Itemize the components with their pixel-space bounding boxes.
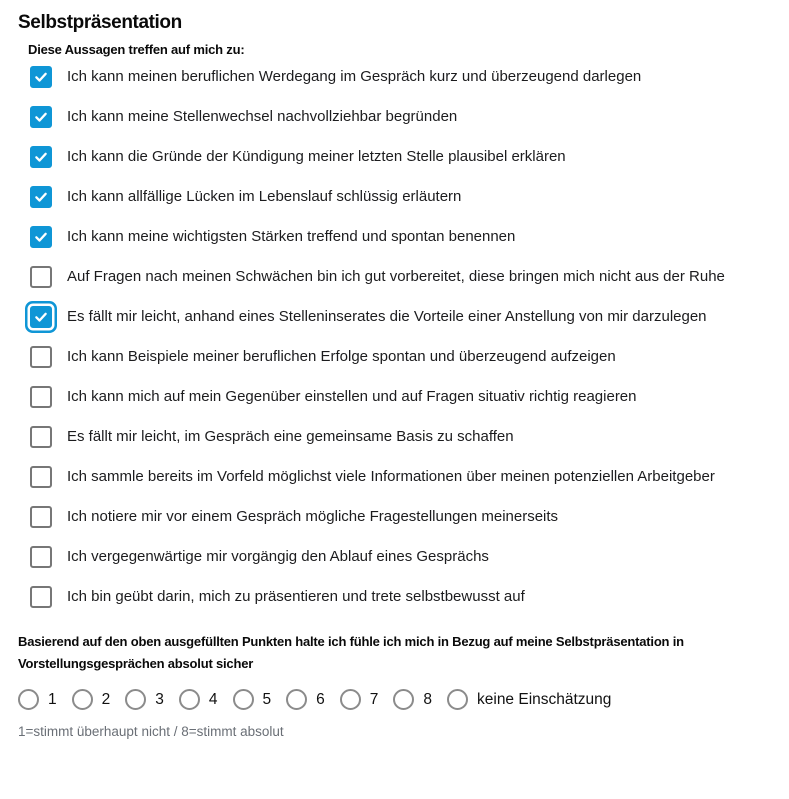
checkbox-item xyxy=(30,545,789,569)
rating-question: Basierend auf den oben ausgefüllten Punkten halte ich fühle ich mich in Bezug auf meine Selbstpräsentation in Vorstellungsgesprächen absolut sicher xyxy=(18,634,684,671)
checkbox-item xyxy=(30,65,789,89)
checkbox-label: Ich notiere mir vor einem Gespräch mögliche Fragestellungen meinerseits xyxy=(67,508,559,525)
radio-button[interactable] xyxy=(18,689,39,710)
checkbox[interactable] xyxy=(30,106,52,128)
radio-button[interactable] xyxy=(393,689,414,710)
checkbox-item xyxy=(30,185,789,209)
radio-button[interactable] xyxy=(447,689,468,710)
radio-label: 8 xyxy=(423,691,432,708)
checkbox-item xyxy=(30,265,789,289)
checkbox-label: Ich sammle bereits im Vorfeld möglichst viele Informationen über meinen potenziellen Arbeitgeber xyxy=(67,468,715,485)
checkbox-label: Es fällt mir leicht, im Gespräch eine gemeinsame Basis zu schaffen xyxy=(67,428,514,445)
checkbox[interactable] xyxy=(30,226,52,248)
checklist-subtitle: Diese Aussagen treffen auf mich zu: xyxy=(28,42,245,57)
radio-option[interactable] xyxy=(233,689,272,710)
rating-legend: 1=stimmt überhaupt nicht / 8=stimmt absolut xyxy=(18,724,284,739)
checkbox-item xyxy=(30,425,789,449)
checkbox-label: Auf Fragen nach meinen Schwächen bin ich gut vorbereitet, diese bringen mich nicht aus der Ruhe xyxy=(67,268,725,285)
radio-label: 1 xyxy=(48,691,57,708)
radio-option[interactable] xyxy=(18,689,57,710)
checkbox-item xyxy=(30,385,789,409)
radio-label: keine Einschätzung xyxy=(477,691,612,708)
checkbox[interactable] xyxy=(30,586,52,608)
checkmark-icon xyxy=(33,149,49,165)
checkbox-item xyxy=(30,505,789,529)
checkbox[interactable] xyxy=(30,146,52,168)
checkbox[interactable] xyxy=(30,466,52,488)
checkbox-item xyxy=(30,225,789,249)
checkmark-icon xyxy=(33,189,49,205)
checkbox[interactable] xyxy=(30,186,52,208)
radio-label: 6 xyxy=(316,691,325,708)
radio-button[interactable] xyxy=(179,689,200,710)
checkbox[interactable] xyxy=(30,346,52,368)
radio-option[interactable] xyxy=(72,689,111,710)
checkbox[interactable] xyxy=(30,306,52,328)
checkmark-icon xyxy=(33,69,49,85)
radio-button[interactable] xyxy=(340,689,361,710)
radio-label: 2 xyxy=(101,691,111,708)
checkbox[interactable] xyxy=(30,386,52,408)
page-title: Selbstpräsentation xyxy=(18,12,182,33)
checkbox-item xyxy=(30,465,789,489)
checkbox[interactable] xyxy=(30,426,52,448)
radio-option[interactable] xyxy=(393,689,432,710)
checkbox[interactable] xyxy=(30,546,52,568)
checkbox-item xyxy=(30,105,789,129)
checkbox[interactable] xyxy=(30,506,52,528)
checkbox-label: Ich kann meinen beruflichen Werdegang im Gespräch kurz und überzeugend darlegen xyxy=(67,68,642,85)
checkmark-icon xyxy=(33,109,49,125)
checkbox-label: Ich kann die Gründe der Kündigung meiner letzten Stelle plausibel erklären xyxy=(67,148,566,165)
checkbox-item xyxy=(30,345,789,369)
radio-option[interactable] xyxy=(447,689,611,710)
checkbox-label: Ich bin geübt darin, mich zu präsentieren und trete selbstbewusst auf xyxy=(67,588,525,605)
radio-label: 4 xyxy=(208,691,218,708)
radio-option[interactable] xyxy=(340,689,379,710)
checkbox-item xyxy=(30,305,789,329)
radio-label: 5 xyxy=(262,691,272,708)
checkbox[interactable] xyxy=(30,266,52,288)
radio-label: 7 xyxy=(369,691,379,708)
checkbox[interactable] xyxy=(30,66,52,88)
radio-option[interactable] xyxy=(179,689,218,710)
checkbox-item xyxy=(30,145,789,169)
radio-button[interactable] xyxy=(72,689,93,710)
checkbox-label: Es fällt mir leicht, anhand eines Stelleninserates die Vorteile einer Anstellung von mir darzulegen xyxy=(67,308,707,325)
checkbox-label: Ich kann meine wichtigsten Stärken treffend und spontan benennen xyxy=(67,228,516,245)
radio-option[interactable] xyxy=(125,689,164,710)
rating-options xyxy=(18,689,789,710)
checkmark-icon xyxy=(33,229,49,245)
radio-button[interactable] xyxy=(286,689,307,710)
radio-option[interactable] xyxy=(286,689,325,710)
checkbox-label: Ich kann allfällige Lücken im Lebenslauf schlüssig erläutern xyxy=(67,188,462,205)
checkbox-label: Ich kann mich auf mein Gegenüber einstellen und auf Fragen situativ richtig reagieren xyxy=(67,388,637,405)
checkbox-label: Ich kann Beispiele meiner beruflichen Erfolge spontan und überzeugend aufzeigen xyxy=(67,348,616,365)
checkbox-item xyxy=(30,585,789,609)
radio-button[interactable] xyxy=(125,689,146,710)
checkbox-label: Ich vergegenwärtige mir vorgängig den Ablauf eines Gesprächs xyxy=(67,548,489,565)
checkbox-label: Ich kann meine Stellenwechsel nachvollziehbar begründen xyxy=(67,108,458,125)
checkmark-icon xyxy=(33,309,49,325)
radio-button[interactable] xyxy=(233,689,254,710)
checklist xyxy=(30,65,789,609)
radio-label: 3 xyxy=(155,691,164,708)
